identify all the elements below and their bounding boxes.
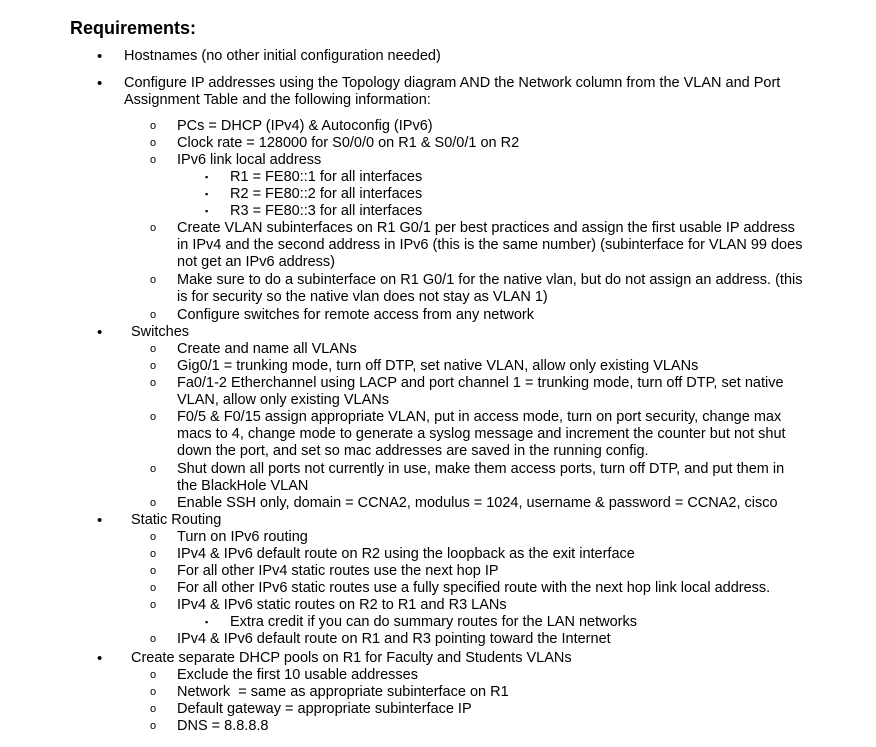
bullet-marker: •	[97, 650, 103, 667]
dhcp-network: Network = same as appropriate subinterface on R1	[177, 684, 509, 700]
sub-bullet-marker: o	[150, 309, 157, 321]
sub-bullet-marker: o	[150, 411, 157, 423]
switch-ssh: Enable SSH only, domain = CCNA2, modulus = 1024, username & password = CCNA2, cisco	[177, 495, 778, 511]
routing-ipv4-next-hop: For all other IPv4 static routes use the next hop IP	[177, 563, 499, 579]
routing-extra-credit: Extra credit if you can do summary routes for the LAN networks	[230, 614, 637, 630]
switch-etherchannel: Fa0/1-2 Etherchannel using LACP and port channel 1 = trunking mode, turn off DTP, set native VLAN, allow only existing VLANs	[177, 375, 784, 408]
sub-bullet-marker: o	[150, 497, 157, 509]
sub-bullet-marker: o	[150, 720, 157, 732]
requirements-heading: Requirements:	[70, 18, 197, 38]
sub-requirement-pcs: PCs = DHCP (IPv4) & Autoconfig (IPv6)	[177, 118, 433, 134]
sub-bullet-marker: o	[150, 274, 157, 286]
link-local-r2: R2 = FE80::2 for all interfaces	[230, 186, 423, 202]
switch-port-security: F0/5 & F0/15 assign appropriate VLAN, put in access mode, turn on port security, change max macs to 4, change mode to generate a syslog message and increment the counter but not shut down the port, and set so mac addresses are saved in the running config.	[177, 409, 786, 459]
routing-r2-default: IPv4 & IPv6 default route on R2 using the loopback as the exit interface	[177, 546, 635, 562]
sub-requirement-link-local: IPv6 link local address	[177, 152, 322, 168]
bullet-marker: •	[97, 324, 103, 341]
sub-sub-bullet-marker: ▪	[205, 206, 209, 216]
section-dhcp-pools: Create separate DHCP pools on R1 for Faculty and Students VLANs	[131, 650, 572, 666]
sub-sub-bullet-marker: ▪	[205, 172, 209, 182]
sub-bullet-marker: o	[150, 633, 157, 645]
sub-bullet-marker: o	[150, 703, 157, 715]
sub-bullet-marker: o	[150, 377, 157, 389]
sub-requirement-native-vlan: Make sure to do a subinterface on R1 G0/1 for the native vlan, but do not assign an address. (this is for security so the native vlan does not stay as VLAN 1)	[177, 272, 803, 305]
sub-sub-bullet-marker: ▪	[205, 617, 209, 627]
switch-gig-trunk: Gig0/1 = trunking mode, turn off DTP, set native VLAN, allow only existing VLANs	[177, 358, 699, 374]
section-switches: Switches	[131, 324, 190, 340]
dhcp-default-gateway: Default gateway = appropriate subinterface IP	[177, 701, 472, 717]
sub-bullet-marker: o	[150, 531, 157, 543]
routing-ipv6-fully-specified: For all other IPv6 static routes use a fully specified route with the next hop link local address.	[177, 580, 771, 596]
requirement-hostnames: Hostnames (no other initial configuration needed)	[124, 48, 441, 64]
routing-r2-static: IPv4 & IPv6 static routes on R2 to R1 and R3 LANs	[177, 597, 507, 613]
sub-bullet-marker: o	[150, 599, 157, 611]
bullet-marker: •	[97, 75, 103, 92]
sub-requirement-clock-rate: Clock rate = 128000 for S0/0/0 on R1 & S0/0/1 on R2	[177, 135, 520, 151]
sub-bullet-marker: o	[150, 686, 157, 698]
sub-requirement-remote-access: Configure switches for remote access from any network	[177, 307, 534, 323]
sub-bullet-marker: o	[150, 154, 157, 166]
switch-create-vlans: Create and name all VLANs	[177, 341, 357, 357]
sub-bullet-marker: o	[150, 565, 157, 577]
sub-bullet-marker: o	[150, 360, 157, 372]
bullet-marker: •	[97, 48, 103, 65]
sub-sub-bullet-marker: ▪	[205, 189, 209, 199]
sub-bullet-marker: o	[150, 343, 157, 355]
sub-bullet-marker: o	[150, 548, 157, 560]
routing-ipv6-on: Turn on IPv6 routing	[177, 529, 308, 545]
switch-blackhole: Shut down all ports not currently in use, make them access ports, turn off DTP, and put them in the BlackHole VLAN	[177, 461, 785, 494]
requirement-ip-addresses: Configure IP addresses using the Topology diagram AND the Network column from the VLAN and Port Assignment Table and the following information:	[124, 75, 781, 108]
sub-bullet-marker: o	[150, 137, 157, 149]
section-static-routing: Static Routing	[131, 512, 222, 528]
sub-bullet-marker: o	[150, 222, 157, 234]
dhcp-exclude: Exclude the first 10 usable addresses	[177, 667, 418, 683]
link-local-r1: R1 = FE80::1 for all interfaces	[230, 169, 423, 185]
sub-bullet-marker: o	[150, 463, 157, 475]
sub-bullet-marker: o	[150, 120, 157, 132]
sub-requirement-vlan-subinterfaces: Create VLAN subinterfaces on R1 G0/1 per best practices and assign the first usable IP address in IPv4 and the second address in IPv6 (this is the same number) (subinterface for VLAN 99 does not get an IPv6 address)	[177, 220, 803, 270]
routing-r1-r3-default: IPv4 & IPv6 default route on R1 and R3 pointing toward the Internet	[177, 631, 611, 647]
link-local-r3: R3 = FE80::3 for all interfaces	[230, 203, 423, 219]
sub-bullet-marker: o	[150, 669, 157, 681]
dhcp-dns: DNS = 8.8.8.8	[177, 718, 269, 734]
bullet-marker: •	[97, 512, 103, 529]
sub-bullet-marker: o	[150, 582, 157, 594]
